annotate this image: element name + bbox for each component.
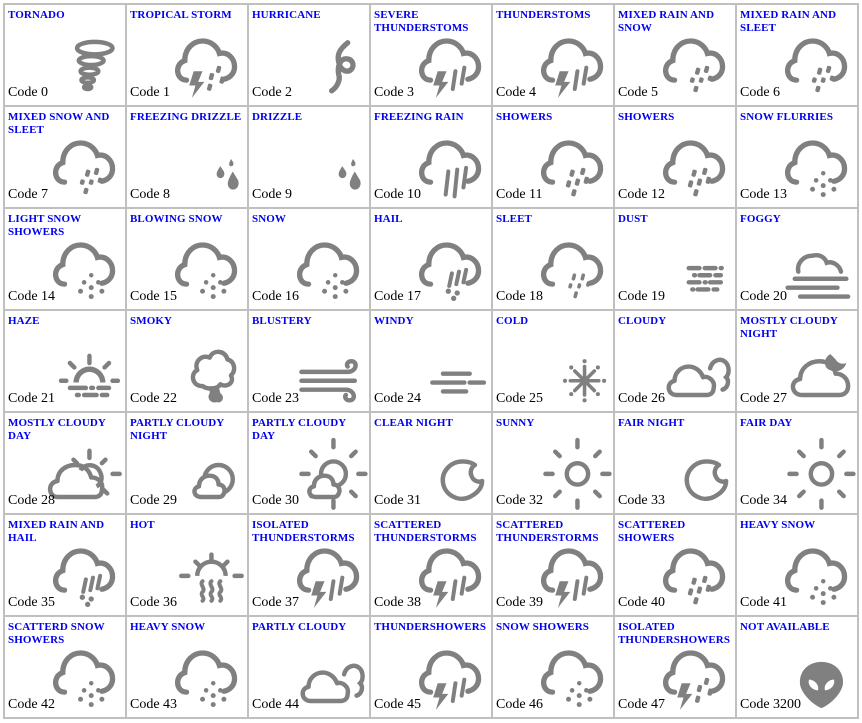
condition-code: Code 8: [130, 187, 171, 202]
condition-name: MOSTLY CLOUDY NIGHT: [740, 315, 838, 340]
condition-code: Code 18: [496, 289, 544, 304]
weather-code-cell: [493, 413, 615, 515]
fog-icon: [777, 229, 857, 309]
rain-mix-icon: [777, 25, 857, 105]
weather-code-cell: [737, 515, 859, 617]
weather-code-cell: [737, 311, 859, 413]
condition-code: Code 0: [8, 85, 49, 100]
condition-code: Code 6: [740, 85, 781, 100]
condition-code: Code 29: [130, 493, 178, 508]
weather-code-cell: [737, 107, 859, 209]
condition-name: SMOKY: [130, 315, 173, 327]
weather-code-cell: [127, 413, 249, 515]
condition-name: ISOLATED THUNDERSTORMS: [252, 519, 355, 544]
condition-name: FREEZING RAIN: [374, 111, 464, 123]
condition-code: Code 41: [740, 595, 788, 610]
condition-name: TORNADO: [8, 9, 65, 21]
weather-code-cell: [249, 5, 371, 107]
condition-name: COLD: [496, 315, 529, 327]
condition-code: Code 46: [496, 697, 544, 712]
condition-code: Code 2: [252, 85, 293, 100]
condition-name: HAIL: [374, 213, 403, 225]
condition-code: Code 17: [374, 289, 422, 304]
thunderstorm-icon: [289, 535, 369, 615]
weather-code-cell: [5, 5, 127, 107]
condition-name: HAZE: [8, 315, 40, 327]
rain-mix-icon: [655, 25, 735, 105]
condition-code: Code 36: [130, 595, 178, 610]
night-partly-cloudy-icon: [167, 433, 247, 513]
condition-name: WINDY: [374, 315, 414, 327]
condition-code: Code 7: [8, 187, 49, 202]
condition-name: THUNDERSHOWERS: [374, 621, 487, 633]
weather-code-cell: [371, 413, 493, 515]
weather-code-cell: [615, 107, 737, 209]
condition-name: SHOWERS: [618, 111, 675, 123]
condition-name: THUNDERSTOMS: [496, 9, 591, 21]
weather-code-cell: [5, 413, 127, 515]
smoke-icon: [167, 331, 247, 411]
condition-code: Code 12: [618, 187, 666, 202]
condition-code: Code 28: [8, 493, 56, 508]
haze-icon: [45, 331, 125, 411]
condition-code: Code 44: [252, 697, 300, 712]
condition-name: BLUSTERY: [252, 315, 312, 327]
condition-code: Code 16: [252, 289, 300, 304]
weather-code-cell: [127, 515, 249, 617]
condition-code: Code 22: [130, 391, 178, 406]
condition-name: FAIR DAY: [740, 417, 793, 429]
condition-code: Code 1: [130, 85, 171, 100]
day-partly-cloudy-icon: [289, 433, 369, 513]
condition-code: Code 25: [496, 391, 544, 406]
weather-code-cell: [5, 209, 127, 311]
weather-code-cell: [249, 107, 371, 209]
table-row: [5, 5, 859, 107]
condition-code: Code 19: [618, 289, 666, 304]
table-row: [5, 311, 859, 413]
strong-wind-icon: [289, 331, 369, 411]
weather-code-cell: [371, 5, 493, 107]
weather-code-cell: [737, 617, 859, 719]
condition-code: Code 3200: [740, 697, 802, 712]
snow-icon: [167, 229, 247, 309]
snow-icon: [167, 637, 247, 717]
condition-code: Code 4: [496, 85, 537, 100]
weather-code-cell: [737, 209, 859, 311]
condition-code: Code 39: [496, 595, 544, 610]
weather-code-cell: [249, 209, 371, 311]
storm-showers-icon: [167, 25, 247, 105]
weather-code-cell: [127, 5, 249, 107]
condition-name: HOT: [130, 519, 155, 531]
condition-name: PARTLY CLOUDY DAY: [252, 417, 346, 442]
condition-name: DUST: [618, 213, 648, 225]
condition-name: MIXED SNOW AND SLEET: [8, 111, 110, 136]
weather-code-cell: [371, 515, 493, 617]
sleet-icon: [533, 229, 613, 309]
weather-code-cell: [249, 311, 371, 413]
moon-icon: [411, 433, 491, 513]
condition-name: CLOUDY: [618, 315, 667, 327]
tornado-icon: [45, 25, 125, 105]
weather-code-cell: [493, 209, 615, 311]
weather-code-cell: [127, 617, 249, 719]
weather-code-cell: [493, 107, 615, 209]
condition-code: Code 47: [618, 697, 666, 712]
condition-code: Code 30: [252, 493, 300, 508]
condition-name: FREEZING DRIZZLE: [130, 111, 242, 123]
table-row: [5, 413, 859, 515]
weather-code-cell: [127, 209, 249, 311]
thunderstorm-icon: [411, 25, 491, 105]
weather-code-cell: [5, 311, 127, 413]
weather-code-cell: [249, 413, 371, 515]
weather-code-cell: [615, 617, 737, 719]
showers-icon: [533, 127, 613, 207]
condition-name: SUNNY: [496, 417, 535, 429]
condition-code: Code 37: [252, 595, 300, 610]
weather-code-cell: [5, 617, 127, 719]
condition-code: Code 15: [130, 289, 178, 304]
hail-icon: [411, 229, 491, 309]
condition-code: Code 31: [374, 493, 422, 508]
condition-name: LIGHT SNOW SHOWERS: [8, 213, 82, 238]
weather-code-cell: [249, 515, 371, 617]
condition-code: Code 13: [740, 187, 788, 202]
condition-code: Code 14: [8, 289, 56, 304]
condition-code: Code 20: [740, 289, 788, 304]
condition-name: SEVERE THUNDERSTOMS: [374, 9, 469, 34]
cloudy-icon: [289, 637, 369, 717]
table-row: [5, 107, 859, 209]
snow-icon: [777, 127, 857, 207]
condition-name: MIXED RAIN AND SLEET: [740, 9, 837, 34]
condition-code: Code 42: [8, 697, 56, 712]
condition-name: ISOLATED THUNDERSHOWERS: [618, 621, 731, 646]
weather-code-cell: [127, 311, 249, 413]
sun-icon: [533, 433, 613, 513]
weather-code-cell: [737, 5, 859, 107]
condition-code: Code 3: [374, 85, 415, 100]
weather-code-cell: [615, 311, 737, 413]
table-row: [5, 515, 859, 617]
snow-icon: [45, 637, 125, 717]
dust-icon: [655, 229, 735, 309]
condition-name: MIXED RAIN AND SNOW: [618, 9, 715, 34]
condition-code: Code 21: [8, 391, 56, 406]
condition-name: SCATTERD SNOW SHOWERS: [8, 621, 105, 646]
weather-code-cell: [371, 311, 493, 413]
condition-code: Code 40: [618, 595, 666, 610]
condition-code: Code 35: [8, 595, 56, 610]
weather-code-cell: [493, 5, 615, 107]
weather-code-cell: [615, 209, 737, 311]
condition-name: HURRICANE: [252, 9, 321, 21]
sun-icon: [777, 433, 857, 513]
condition-name: SCATTERED SHOWERS: [618, 519, 686, 544]
condition-name: HEAVY SNOW: [740, 519, 816, 531]
weather-code-cell: [493, 515, 615, 617]
rain-mix-icon: [45, 127, 125, 207]
weather-code-cell: [615, 515, 737, 617]
weather-code-cell: [127, 107, 249, 209]
showers-icon: [655, 535, 735, 615]
condition-name: SCATTERED THUNDERSTORMS: [374, 519, 477, 544]
condition-name: MOSTLY CLOUDY DAY: [8, 417, 106, 442]
thunderstorm-icon: [411, 637, 491, 717]
weather-code-cell: [737, 413, 859, 515]
moon-icon: [655, 433, 735, 513]
weather-code-cell: [493, 617, 615, 719]
showers-icon: [655, 127, 735, 207]
condition-code: Code 5: [618, 85, 659, 100]
hurricane-icon: [289, 25, 369, 105]
rain-icon: [411, 127, 491, 207]
condition-code: Code 32: [496, 493, 544, 508]
condition-name: DRIZZLE: [252, 111, 303, 123]
cloudy-icon: [655, 331, 735, 411]
weather-code-cell: [5, 515, 127, 617]
condition-name: TROPICAL STORM: [130, 9, 232, 21]
condition-name: HEAVY SNOW: [130, 621, 206, 633]
weather-code-cell: [371, 107, 493, 209]
condition-name: CLEAR NIGHT: [374, 417, 454, 429]
condition-code: Code 24: [374, 391, 422, 406]
condition-name: PARTLY CLOUDY: [252, 621, 347, 633]
windy-icon: [411, 331, 491, 411]
snowflake-cold-icon: [533, 331, 613, 411]
day-cloudy-icon: [45, 433, 125, 513]
weather-code-cell: [493, 311, 615, 413]
table-row: [5, 617, 859, 719]
weather-code-cell: [615, 413, 737, 515]
table-row: [5, 209, 859, 311]
snow-icon: [777, 535, 857, 615]
condition-name: NOT AVAILABLE: [740, 621, 830, 633]
weather-code-cell: [249, 617, 371, 719]
condition-name: MIXED RAIN AND HAIL: [8, 519, 105, 544]
weather-code-cell: [371, 617, 493, 719]
weather-code-cell: [5, 107, 127, 209]
condition-code: Code 27: [740, 391, 788, 406]
thunderstorm-icon: [411, 535, 491, 615]
condition-code: Code 26: [618, 391, 666, 406]
condition-name: FAIR NIGHT: [618, 417, 685, 429]
condition-code: Code 43: [130, 697, 178, 712]
condition-name: BLOWING SNOW: [130, 213, 223, 225]
storm-showers-icon: [655, 637, 735, 717]
condition-name: FOGGY: [740, 213, 781, 225]
condition-name: SCATTERED THUNDERSTORMS: [496, 519, 599, 544]
raindrops-icon: [289, 127, 369, 207]
snow-icon: [533, 637, 613, 717]
night-cloudy-icon: [777, 331, 857, 411]
condition-code: Code 34: [740, 493, 788, 508]
weather-codes-table: [3, 3, 859, 719]
hot-icon: [167, 535, 247, 615]
snow-icon: [289, 229, 369, 309]
hail-icon: [45, 535, 125, 615]
condition-code: Code 11: [496, 187, 543, 202]
condition-code: Code 10: [374, 187, 422, 202]
condition-code: Code 33: [618, 493, 666, 508]
condition-name: PARTLY CLOUDY NIGHT: [130, 417, 224, 442]
condition-name: SNOW FLURRIES: [740, 111, 834, 123]
condition-code: Code 9: [252, 187, 293, 202]
thunderstorm-icon: [533, 25, 613, 105]
raindrops-icon: [167, 127, 247, 207]
condition-name: SNOW SHOWERS: [496, 621, 589, 633]
condition-code: Code 23: [252, 391, 300, 406]
condition-code: Code 38: [374, 595, 422, 610]
thunderstorm-icon: [533, 535, 613, 615]
condition-name: SNOW: [252, 213, 287, 225]
snow-icon: [45, 229, 125, 309]
condition-code: Code 45: [374, 697, 422, 712]
weather-code-cell: [371, 209, 493, 311]
condition-name: SHOWERS: [496, 111, 553, 123]
weather-code-cell: [615, 5, 737, 107]
condition-name: SLEET: [496, 213, 532, 225]
